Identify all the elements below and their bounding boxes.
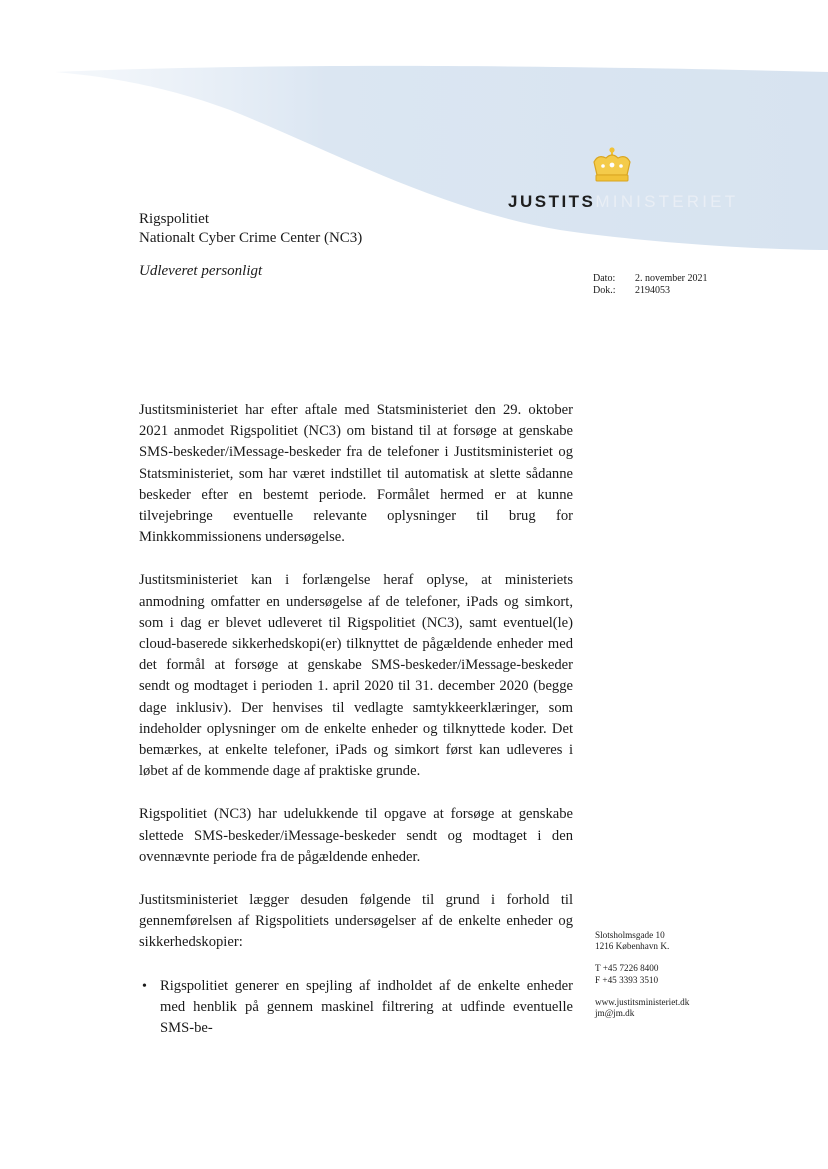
date-value: 2. november 2021	[635, 273, 708, 284]
address-fax: F +45 3393 3510	[595, 974, 659, 985]
recipient-line-1: Rigspolitiet	[139, 211, 210, 227]
address-phone: T +45 7226 8400	[595, 963, 659, 974]
delivery-note: Udleveret personligt	[139, 263, 263, 279]
recipient-line-2: Nationalt Cyber Crime Center (NC3)	[139, 230, 363, 246]
doc-row	[593, 285, 708, 297]
letter-body	[139, 400, 573, 1039]
wordmark-bold: JUSTITS	[508, 192, 596, 211]
document-meta	[593, 273, 708, 297]
wordmark-light: MINISTERIET	[595, 192, 739, 211]
recipient-block	[139, 210, 362, 248]
doc-value: 2194053	[635, 285, 670, 296]
sender-address	[595, 930, 689, 1019]
paragraph-4: Justitsministeriet lægger desuden følgende til grund i forhold til gennemførelsen af Rigspolitiets undersøgelser af de enkelte enheder og sikkerhedskopier:	[139, 892, 573, 951]
date-row	[593, 273, 708, 285]
date-label: Dato:	[593, 273, 616, 284]
ministry-wordmark	[508, 192, 738, 212]
paragraph-1: Justitsministeriet har efter aftale med Statsministeriet den 29. oktober 2021 anmodet Rigspolitiet (NC3) om bistand til at forsøge at genskabe SMS-beskeder/iMessage-beskeder fra de telefoner i Justitsministeriet og Statsministeriet, som har været indstillet til automatisk at slette sådanne beskeder efter en bestemt periode. Formålet hermed er at kunne tilvejebringe eventuelle relevante oplysninger til brug for Minkkommissionens undersøgelse.	[139, 402, 573, 546]
address-email: jm@jm.dk	[595, 1008, 635, 1019]
bullet-item-1: • Rigspolitiet generer en spejling af indholdet af de enkelte enheder med henblik på gennem maskinel filtrering at udfinde eventuelle SMS-be-	[139, 976, 573, 1040]
crown-logo-icon	[586, 146, 638, 188]
address-street: Slotsholmsgade 10	[595, 930, 665, 940]
address-city: 1216 København K.	[595, 941, 670, 952]
doc-label: Dok.:	[593, 285, 616, 296]
paragraph-3: Rigspolitiet (NC3) har udelukkende til opgave at forsøge at genskabe slettede SMS-beskeder/iMessage-beskeder sendt og modtaget i den ovennævnte periode fra de pågældende enheder.	[139, 806, 573, 865]
header-wave-background	[0, 0, 828, 270]
bullet-list	[139, 976, 573, 1040]
paragraph-2: Justitsministeriet kan i forlængelse heraf oplyse, at ministeriets anmodning omfatter en undersøgelse af de telefoner, iPads og simkort, som i dag er blevet udleveret til Rigspolitiet (NC3), samt eventuel(le) cloud-baserede sikkerhedskopi(er) tilknyttet de pågældende enheder med det formål at forsøge at genskabe SMS-beskeder/iMessage-beskeder sendt og modtaget i perioden 1. april 2020 til 31. december 2020 (begge dage inklusiv). Der henvises til vedlagte samtykkeerklæringer, som indeholder oplysninger om de enkelte enheder og tilknyttede koder. Det bemærkes, at enkelte telefoner, iPads og simkort først kan udleveres i løbet af de kommende dage af praktiske grunde.	[139, 572, 573, 780]
address-web: www.justitsministeriet.dk	[595, 996, 690, 1007]
